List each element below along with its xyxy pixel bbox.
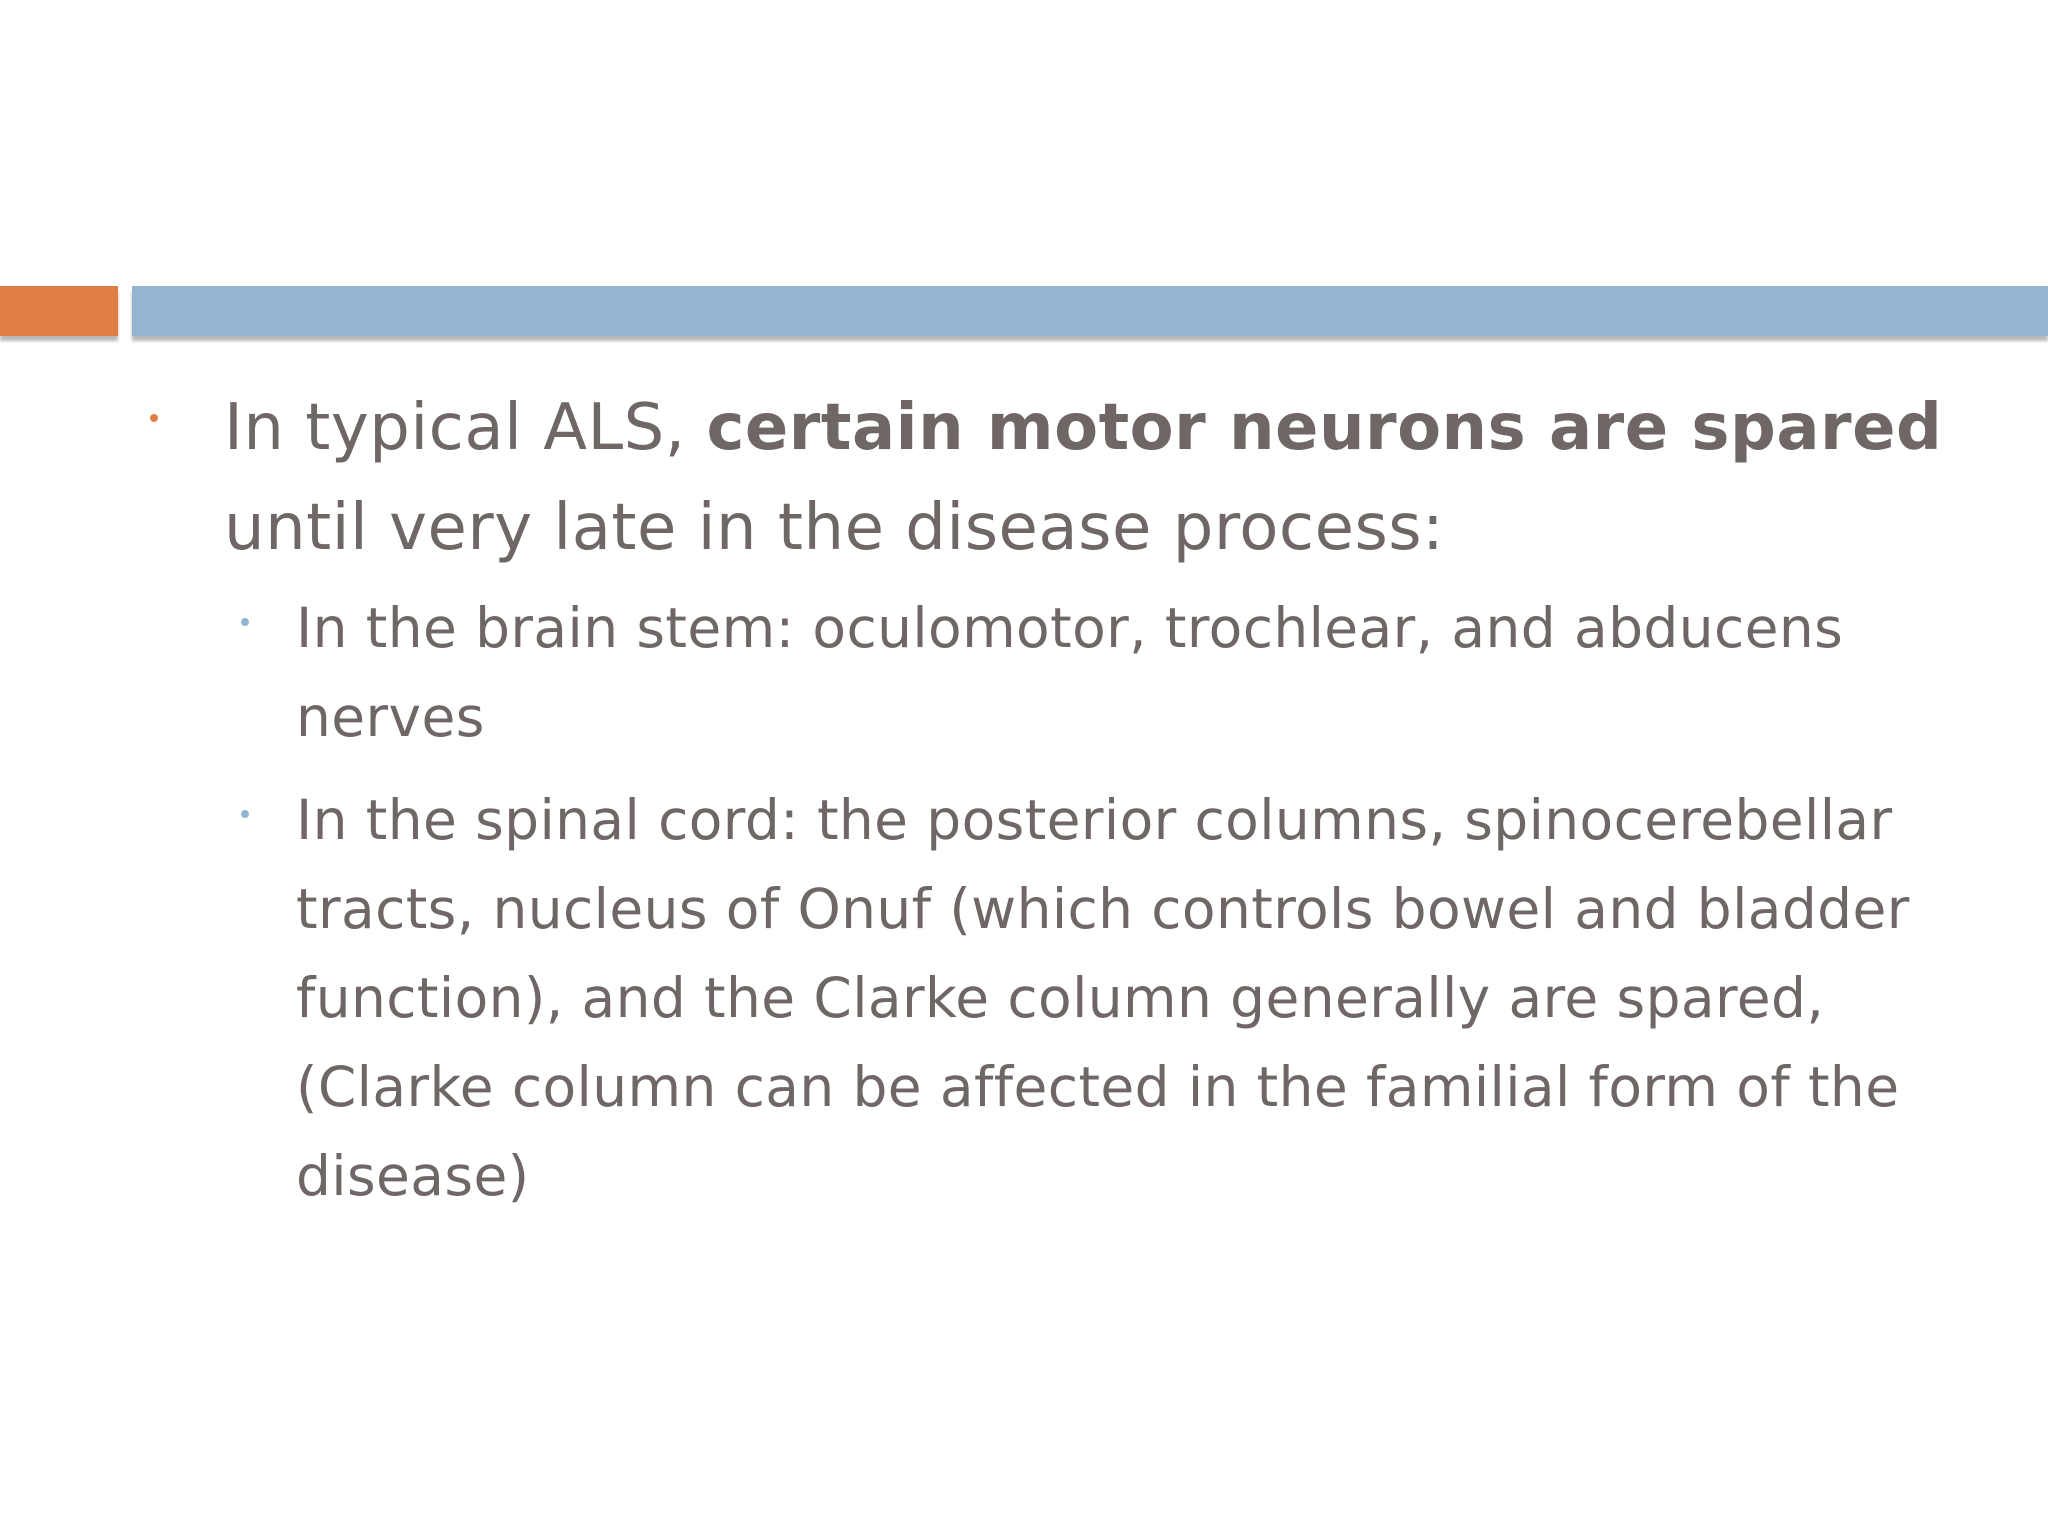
slide-content bbox=[150, 378, 1980, 1235]
header-accent-blue bbox=[132, 286, 2048, 336]
sub-bullet-text: In the spinal cord: the posterior columns, spinocerebellar tracts, nucleus of Onuf (which controls bowel and bladder function), and the Clarke column generally are spared, (Clarke column can be affected in the familial form of the disease) bbox=[296, 788, 1910, 1208]
bullet-item bbox=[150, 378, 1980, 578]
bullet-text-bold: certain motor neurons are spared bbox=[706, 391, 1943, 465]
sub-bullet-item bbox=[296, 584, 1980, 762]
sub-bullet-dot-icon bbox=[241, 810, 249, 818]
bullet-text-pre: In typical ALS, bbox=[224, 391, 707, 465]
sub-bullet-item bbox=[296, 776, 1980, 1221]
bullet-dot-icon bbox=[150, 414, 158, 422]
bullet-text-post: until very late in the disease process: bbox=[224, 491, 1445, 565]
header-accent-orange bbox=[0, 286, 118, 336]
sub-bullet-dot-icon bbox=[241, 618, 249, 626]
sub-bullet-text: In the brain stem: oculomotor, trochlear, and abducens nerves bbox=[296, 596, 1844, 749]
